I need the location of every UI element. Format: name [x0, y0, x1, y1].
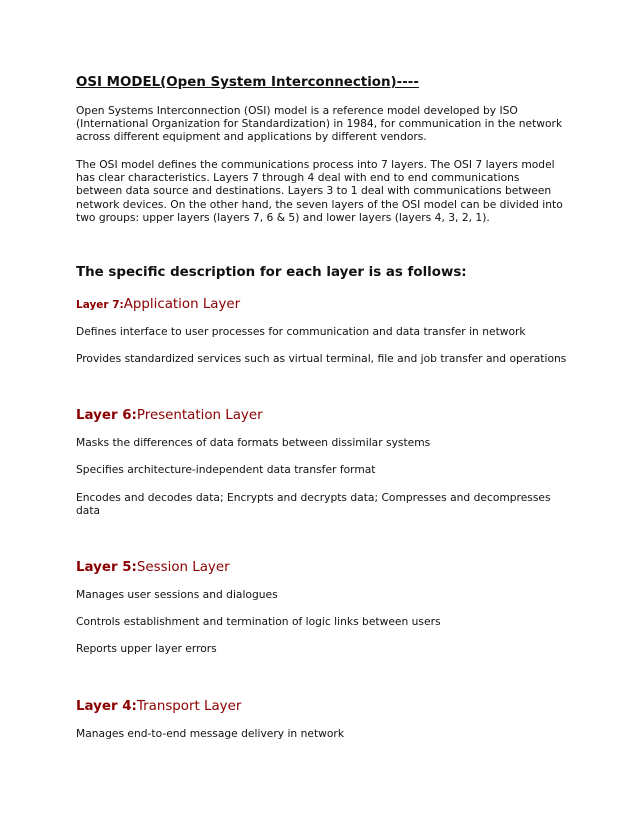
layer-4-heading	[76, 696, 566, 716]
layer-6-point-1	[76, 436, 566, 449]
document-title: OSI MODEL(Open System Interconnection)----	[76, 75, 419, 90]
intro-paragraph-text: Open Systems Interconnection (OSI) model is a reference model developed by ISO (International Organization for Standardization) in 1984, for communication in the network across different equipment and applications by different vendors.	[76, 104, 563, 144]
layer-4-point-1	[76, 727, 566, 740]
layer-number-label: Layer 4:	[76, 699, 137, 714]
layer-point: Manages user sessions and dialogues	[76, 588, 278, 601]
layer-6-point-2	[76, 463, 566, 476]
layer-name: Transport Layer	[136, 699, 242, 714]
layer-5-point-2	[76, 615, 566, 628]
layer-name: Session Layer	[136, 560, 230, 575]
document-title-block	[76, 74, 566, 91]
layer-5-point-3	[76, 642, 566, 655]
layer-7-heading	[76, 294, 566, 314]
layer-point: Reports upper layer errors	[76, 642, 217, 655]
intro-paragraph-2	[76, 158, 566, 224]
layer-name: Presentation Layer	[136, 408, 263, 423]
layer-number-label: Layer 5:	[76, 560, 137, 575]
layer-number-label: Layer 6:	[76, 408, 137, 423]
section-heading: The specific description for each layer is as follows:	[76, 265, 467, 280]
layer-point: Provides standardized services such as virtual terminal, file and job transfer and operations	[76, 352, 567, 365]
layer-5-point-1	[76, 588, 566, 601]
layer-number-label: Layer 7:	[76, 299, 124, 311]
layer-6-point-3	[76, 491, 566, 517]
layer-5-heading	[76, 557, 566, 577]
layer-point: Specifies architecture-independent data transfer format	[76, 463, 376, 476]
section-heading-block	[76, 264, 566, 281]
layer-point: Masks the differences of data formats between dissimilar systems	[76, 436, 431, 449]
layer-7-point-1	[76, 325, 566, 338]
layer-7-point-2	[76, 352, 566, 365]
intro-paragraph-text: The OSI model defines the communications process into 7 layers. The OSI 7 layers model has clear characteristics. Layers 7 through 4 deal with end to end communications between data source and destinations. Layers 3 to 1 deal with communications between network devices. On the other hand, the seven layers of the OSI model can be divided into two groups: upper layers (layers 7, 6 & 5) and lower layers (layers 4, 3, 2, 1).	[76, 158, 563, 224]
layer-point: Defines interface to user processes for communication and data transfer in network	[76, 325, 526, 338]
layer-point: Encodes and decodes data; Encrypts and decrypts data; Compresses and decompresses data	[76, 491, 551, 518]
layer-name: Application Layer	[123, 297, 241, 312]
layer-point: Manages end-to-end message delivery in network	[76, 727, 345, 740]
layer-6-heading	[76, 405, 566, 425]
intro-paragraph-1	[76, 104, 566, 144]
layer-point: Controls establishment and termination of logic links between users	[76, 615, 441, 628]
